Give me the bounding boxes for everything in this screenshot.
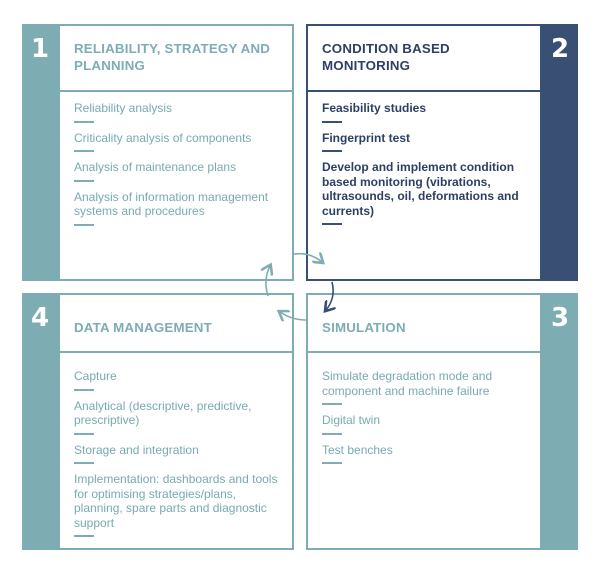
list-item: Test benches [322, 443, 530, 465]
list-item: Implementation: dashboards and tools for optimising strategies/plans, planning, spare parts and diagnostic support [74, 472, 282, 537]
panel-title: RELIABILITY, STRATEGY AND PLANNING [74, 41, 271, 73]
list-item: Analysis of information management systems and procedures [74, 190, 282, 226]
list-item: Fingerprint test [322, 131, 530, 153]
panel-number: 2 [550, 34, 570, 64]
panel-title: CONDITION BASED MONITORING [322, 41, 450, 73]
arrow-2-to-3 [326, 282, 333, 310]
list-item: Digital twin [322, 413, 530, 435]
panel-number: 4 [30, 303, 50, 333]
arrow-3-to-4 [280, 312, 306, 320]
list-item: Feasibility studies [322, 101, 530, 123]
list-item: Analytical (descriptive, predictive, prescriptive) [74, 399, 282, 435]
arrow-4-to-1 [266, 266, 270, 296]
list-item: Reliability analysis [74, 101, 282, 123]
arrow-1-to-2 [294, 254, 322, 262]
list-item: Criticality analysis of components [74, 131, 282, 153]
panel-number: 3 [550, 303, 570, 333]
list-item: Develop and implement condition based monitoring (vibrations, ultrasounds, oil, deformations and currents) [322, 160, 530, 225]
list-item: Analysis of maintenance plans [74, 160, 282, 182]
panel-title: DATA MANAGEMENT [74, 320, 212, 335]
panel-number: 1 [30, 34, 50, 64]
list-item: Storage and integration [74, 443, 282, 465]
panel-title: SIMULATION [322, 320, 406, 335]
list-item: Simulate degradation mode and component and machine failure [322, 369, 530, 405]
list-item: Capture [74, 369, 282, 391]
